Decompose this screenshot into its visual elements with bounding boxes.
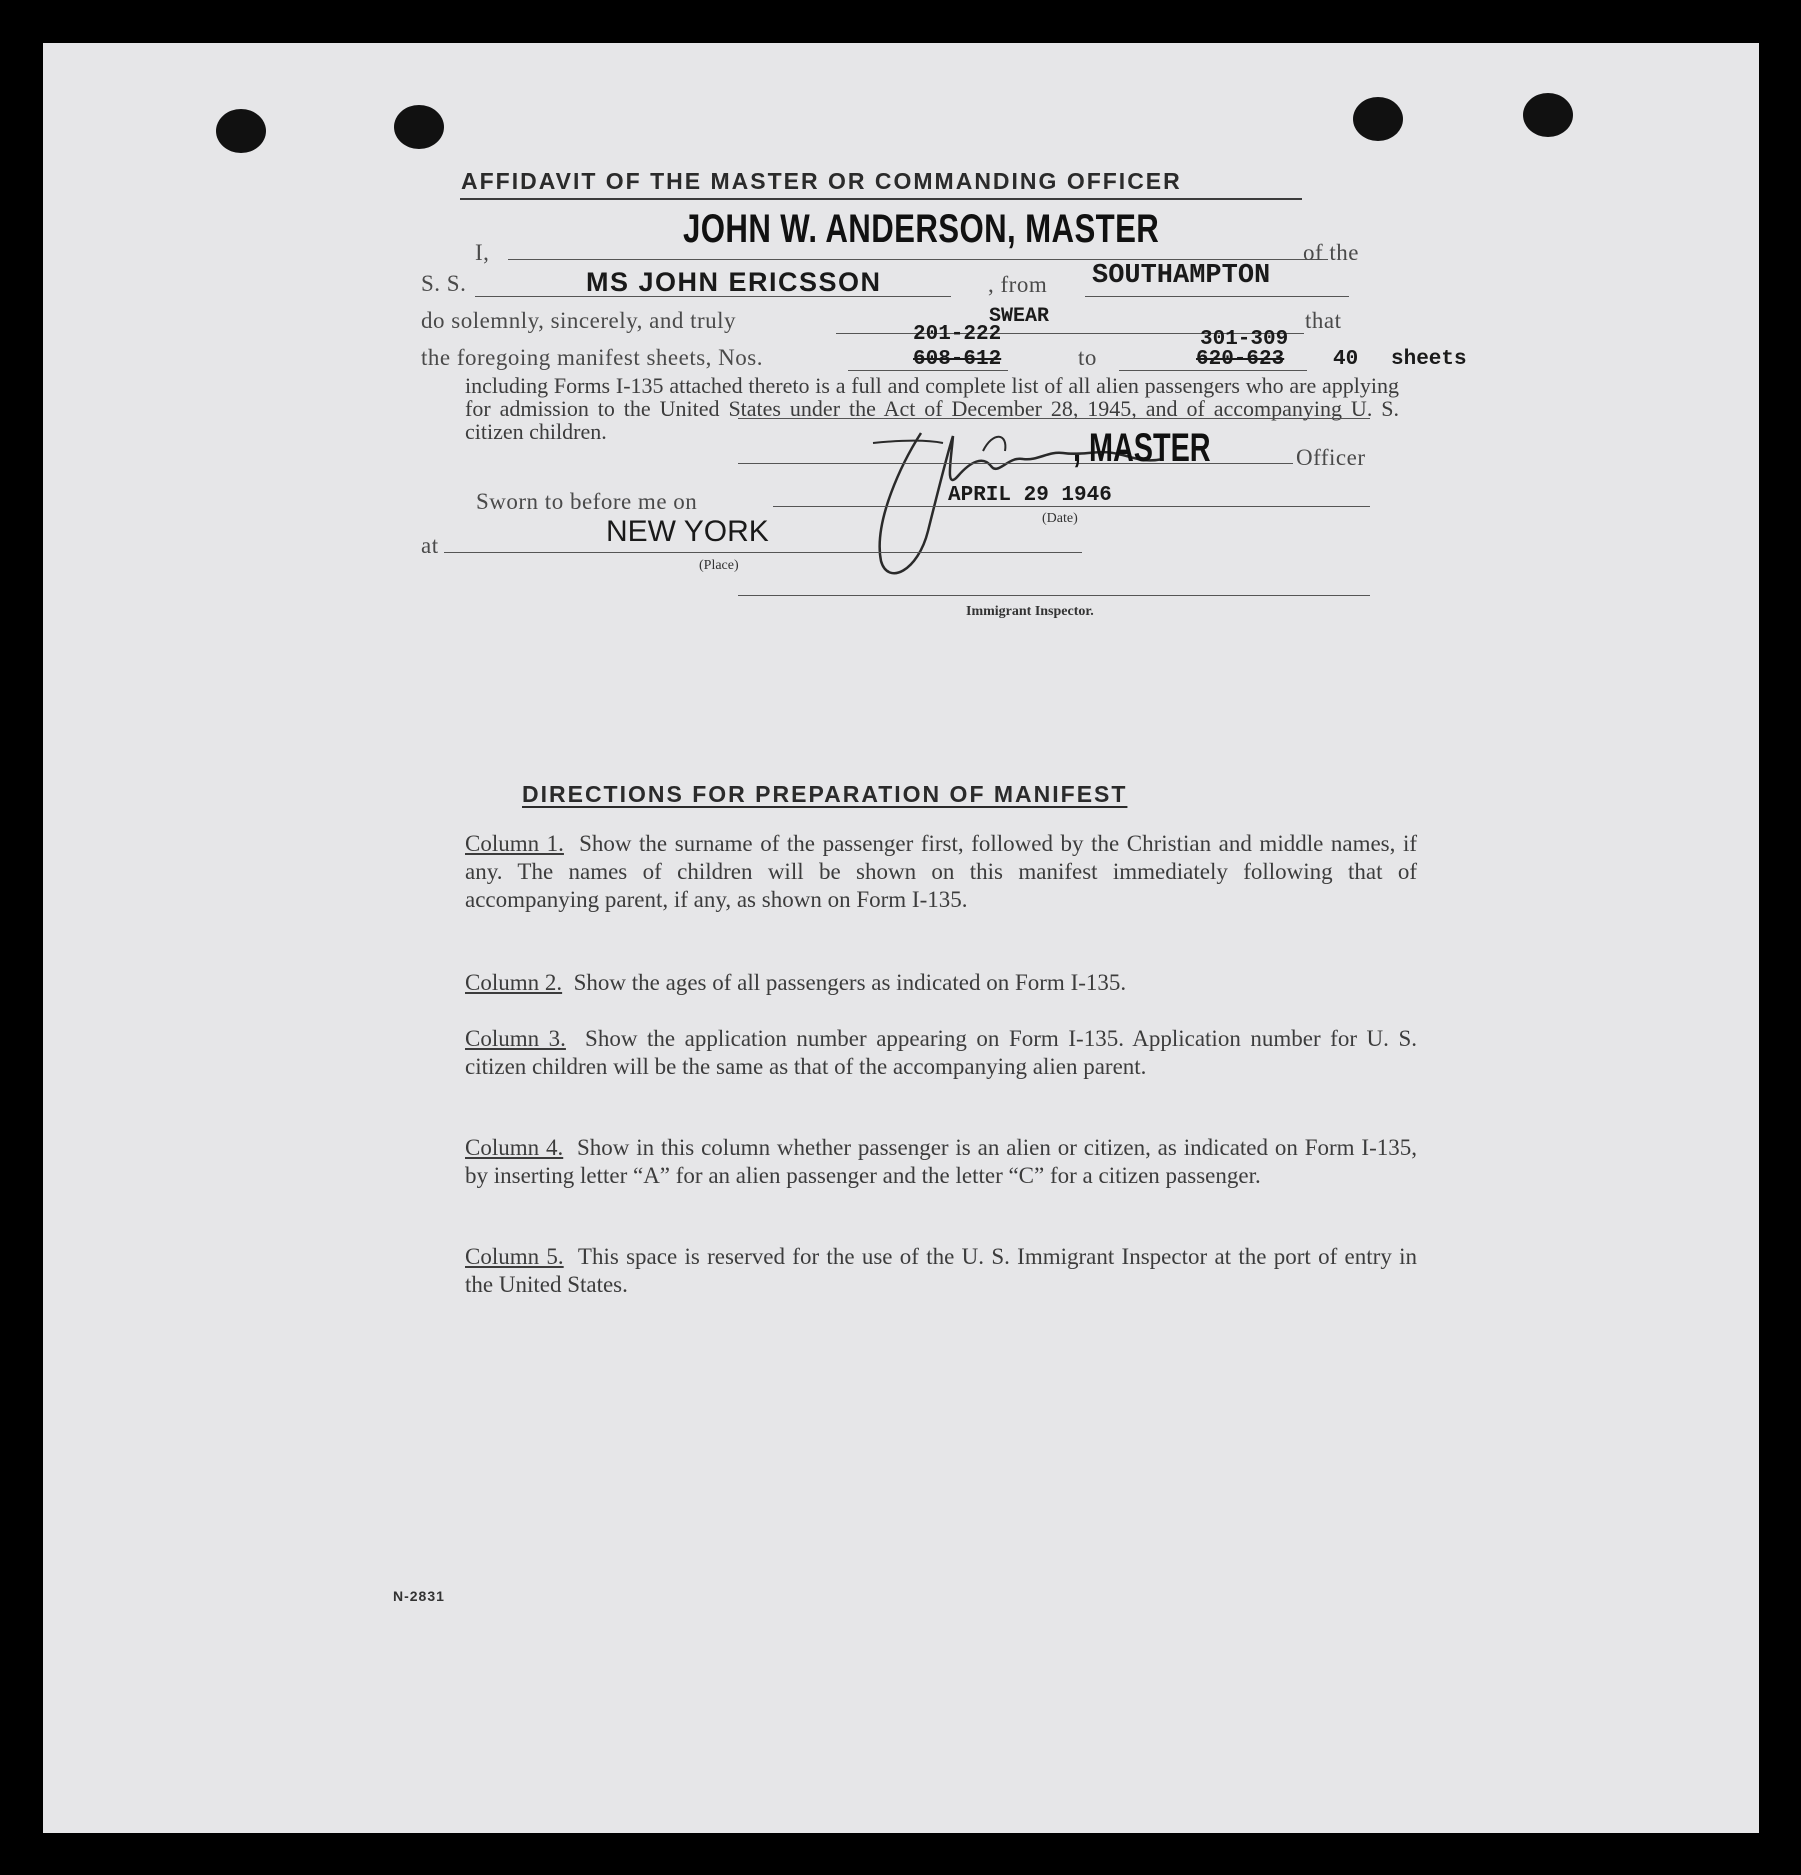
officer-label: Officer — [1296, 445, 1366, 470]
signature-title: , MASTER — [1073, 426, 1211, 470]
column-1-label: Column 1. — [465, 831, 564, 856]
column-5-directions — [465, 1243, 1417, 1299]
swear-word: SWEAR — [989, 305, 1050, 328]
to-label: to — [1078, 345, 1097, 370]
date-caption-text: (Date) — [1042, 511, 1078, 526]
sworn-text: Sworn to before me on — [476, 489, 698, 514]
ss-prefix: S. S. — [421, 271, 467, 296]
place-field-line — [444, 552, 1082, 553]
sheet-count: 40 — [1333, 348, 1359, 371]
departure-port: SOUTHAMPTON — [1092, 261, 1271, 291]
oath-paragraph: including Forms I-135 attached thereto is a full and complete list of all alien passengers who are applying for admission to the United States under the Act of December 28, 1945, and of accompanying U. S. citizen children. — [465, 373, 1399, 444]
column-5-text: This space is reserved for the use of the U. S. Immigrant Inspector at the port of entry in the United States. — [465, 1244, 1418, 1297]
nos-from-1: 201-222 — [913, 323, 1002, 346]
punch-hole — [1353, 97, 1403, 141]
column-3-directions — [465, 1025, 1417, 1081]
column-5-label: Column 5. — [465, 1244, 564, 1269]
from-label: , from — [988, 272, 1048, 297]
nos-to-1: 301-309 — [1200, 328, 1289, 351]
title-underline — [460, 198, 1302, 200]
at-label: at — [421, 533, 439, 558]
solemnly-text: do solemnly, sincerely, and truly — [421, 308, 737, 333]
document-page — [43, 43, 1759, 1833]
affidavit-title: AFFIDAVIT OF THE MASTER OR COMMANDING OFFICER — [461, 168, 1182, 194]
column-3-text: Show the application number appearing on Form I-135. Application number for U. S. citizen children will be the same as that of the accompanying alien parent. — [465, 1026, 1418, 1079]
manifest-sheets-text: the foregoing manifest sheets, Nos. — [421, 345, 763, 370]
column-2-directions — [465, 969, 1417, 997]
column-2-label: Column 2. — [465, 970, 563, 995]
column-4-text: Show in this column whether passenger is an alien or citizen, as indicated on Form I-135, by inserting letter “A” for an alien passenger and the letter “C” for a citizen passenger. — [465, 1135, 1418, 1188]
sworn-place: NEW YORK — [606, 515, 769, 548]
column-3-label: Column 3. — [465, 1026, 566, 1051]
signature-line — [738, 418, 1370, 419]
column-4-directions — [465, 1134, 1417, 1190]
column-1-directions — [465, 830, 1417, 914]
ship-name: MS JOHN ERICSSON — [586, 267, 882, 297]
inspector-caption: Immigrant Inspector. — [966, 604, 1094, 619]
punch-hole — [216, 109, 266, 153]
place-caption: (Place) — [699, 558, 739, 573]
directions-title: DIRECTIONS FOR PREPARATION OF MANIFEST — [522, 781, 1128, 807]
column-4-label: Column 4. — [465, 1135, 564, 1160]
form-number: N-2831 — [393, 1588, 445, 1604]
master-name: JOHN W. ANDERSON, MASTER — [683, 207, 1160, 251]
name-field-line — [508, 259, 1328, 260]
line1-prefix: I, — [475, 240, 490, 265]
punch-hole — [1523, 93, 1573, 137]
column-1-text: Show the surname of the passenger first, followed by the Christian and middle names, if any. The names of children will be shown on this manifest immediately following that of accompanying parent, if any, as shown on Form I-135. — [465, 831, 1417, 912]
sheets-word: sheets — [1391, 348, 1467, 371]
sworn-date: APRIL 29 1946 — [948, 484, 1112, 507]
nos-from-2: 608-612 — [913, 348, 1002, 371]
punch-hole — [394, 105, 444, 149]
line1-suffix: of the — [1303, 240, 1360, 265]
port-field-line — [1085, 296, 1349, 297]
column-2-text: Show the ages of all passengers as indicated on Form I-135. — [573, 970, 1127, 995]
nos-to-2: 620-623 — [1196, 348, 1285, 371]
that-text: that — [1305, 308, 1342, 333]
inspector-signature-line — [738, 595, 1370, 596]
